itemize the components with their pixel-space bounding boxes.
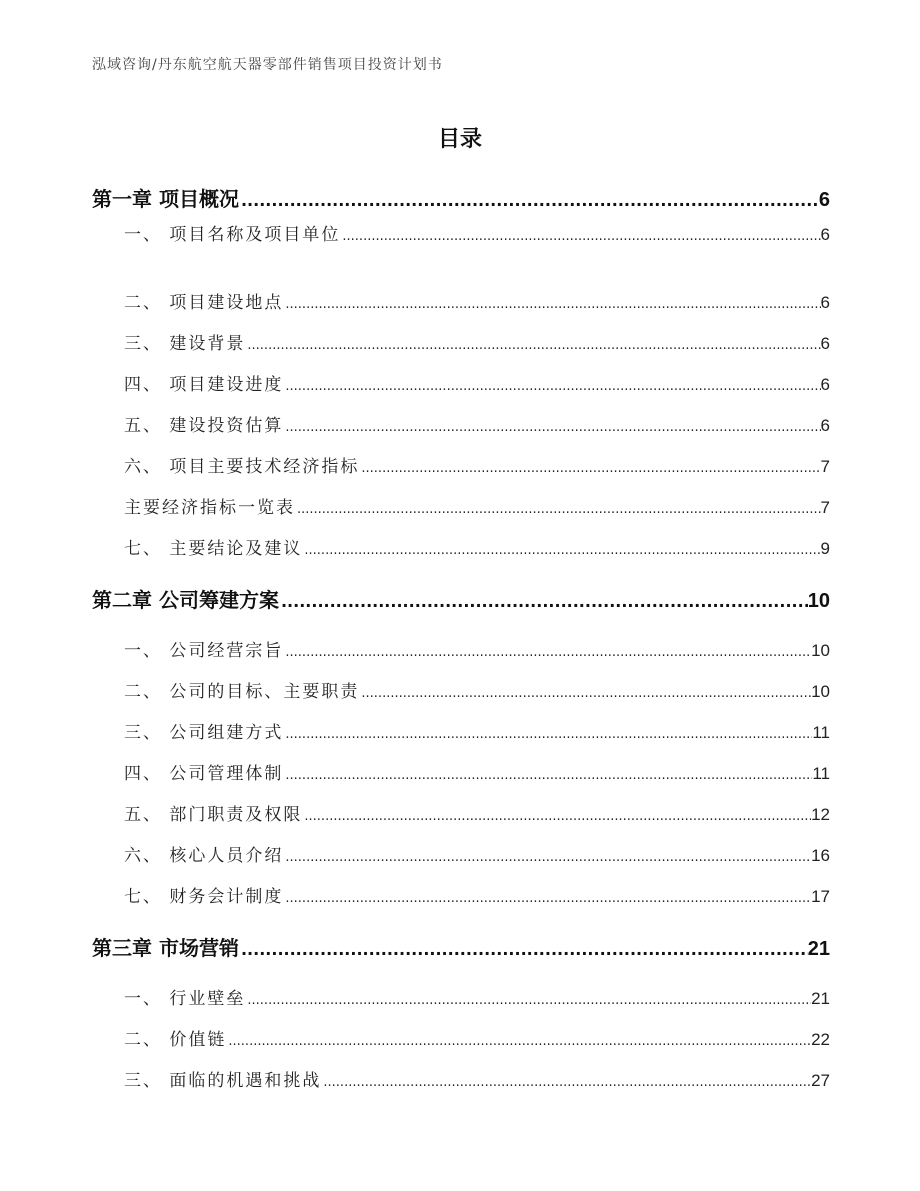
toc-section-label: 二、 价值链	[124, 1030, 227, 1050]
toc-section-label: 二、 公司的目标、主要职责	[124, 682, 360, 702]
toc-chapter-label: 第二章 公司筹建方案	[92, 588, 279, 612]
toc-section[interactable]	[124, 718, 830, 743]
toc-chapter-label: 第一章 项目概况	[92, 187, 239, 211]
toc-section-label: 一、 项目名称及项目单位	[124, 225, 341, 245]
toc-page-number: 10	[807, 590, 830, 612]
page-title: 目录	[437, 127, 482, 152]
toc-page-number: 7	[820, 498, 830, 517]
dot-leader	[285, 891, 811, 906]
dot-leader	[285, 850, 811, 865]
toc-page-number: 6	[820, 334, 830, 353]
toc-page-number: 11	[812, 723, 830, 742]
toc-page-number: 21	[811, 989, 830, 1008]
toc-section-label: 五、 建设投资估算	[124, 416, 284, 436]
dot-leader	[304, 809, 811, 824]
toc-page-number: 6	[820, 225, 830, 244]
toc-page-number: 16	[811, 846, 830, 865]
dot-leader	[361, 461, 820, 476]
toc-section[interactable]	[124, 220, 830, 245]
toc-page-number: 9	[820, 539, 830, 558]
toc-page-number: 6	[820, 375, 830, 394]
toc-page-number: 17	[811, 887, 830, 906]
toc-section[interactable]	[124, 370, 830, 395]
toc-section-label: 主要经济指标一览表	[124, 498, 295, 518]
toc-section[interactable]	[124, 1066, 830, 1091]
toc-section-label: 五、 部门职责及权限	[124, 805, 303, 825]
toc-page-number: 7	[820, 457, 830, 476]
dot-leader	[228, 1034, 811, 1049]
toc-section-label: 一、 公司经营宗旨	[124, 641, 284, 661]
toc-section-label: 四、 公司管理体制	[124, 764, 284, 784]
toc-section-label: 七、 财务会计制度	[124, 887, 284, 907]
toc-page-number: 11	[812, 764, 830, 783]
dot-leader	[285, 645, 811, 660]
toc-section[interactable]	[124, 759, 830, 784]
toc-section-label: 二、 项目建设地点	[124, 293, 284, 313]
toc-section[interactable]	[124, 534, 830, 559]
toc-section[interactable]	[124, 411, 830, 436]
toc-page-number: 6	[818, 189, 830, 211]
toc-section-label: 六、 项目主要技术经济指标	[124, 457, 360, 477]
toc-page-number: 10	[811, 682, 830, 701]
dot-leader	[247, 993, 811, 1008]
toc-section-label: 七、 主要结论及建议	[124, 539, 303, 559]
dot-leader	[285, 379, 820, 394]
toc-section-label: 三、 面临的机遇和挑战	[124, 1071, 322, 1091]
toc-section[interactable]	[124, 493, 830, 518]
page-header: 泓域咨询/丹东航空航天器零部件销售项目投资计划书	[92, 57, 443, 73]
toc-chapter-label: 第三章 市场营销	[92, 936, 239, 960]
toc-page-number: 21	[807, 938, 830, 960]
toc-page-number: 6	[820, 416, 830, 435]
toc-chapter-1[interactable]	[92, 183, 830, 212]
dot-leader	[241, 940, 808, 959]
toc-section[interactable]	[124, 329, 830, 354]
toc-section-label: 六、 核心人员介绍	[124, 846, 284, 866]
toc-page-number: 22	[811, 1030, 830, 1049]
dot-leader	[247, 338, 820, 353]
toc-section[interactable]	[124, 677, 830, 702]
dot-leader	[304, 543, 820, 558]
toc-section-label: 四、 项目建设进度	[124, 375, 284, 395]
toc-page-number: 6	[820, 293, 830, 312]
dot-leader	[323, 1075, 811, 1090]
toc-chapter-3[interactable]	[92, 932, 830, 961]
toc-section-label: 三、 建设背景	[124, 334, 246, 354]
toc-page-number: 12	[811, 805, 830, 824]
toc-section[interactable]	[124, 288, 830, 313]
toc-section-label: 三、 公司组建方式	[124, 723, 284, 743]
toc-section[interactable]	[124, 452, 830, 477]
dot-leader	[241, 191, 819, 210]
toc-page-number: 10	[811, 641, 830, 660]
toc-section[interactable]	[124, 984, 830, 1009]
toc-section[interactable]	[124, 882, 830, 907]
dot-leader	[285, 297, 820, 312]
toc-section[interactable]	[124, 636, 830, 661]
dot-leader	[297, 502, 821, 517]
toc-chapter-2[interactable]	[92, 584, 830, 613]
toc-section-label: 一、 行业壁垒	[124, 989, 246, 1009]
dot-leader	[285, 768, 812, 783]
toc-section[interactable]	[124, 800, 830, 825]
toc-page-number: 27	[811, 1071, 830, 1090]
dot-leader	[361, 686, 811, 701]
dot-leader	[285, 727, 812, 742]
dot-leader	[281, 592, 808, 611]
toc-section[interactable]	[124, 841, 830, 866]
dot-leader	[285, 420, 820, 435]
dot-leader	[342, 229, 820, 244]
toc-section[interactable]	[124, 1025, 830, 1050]
